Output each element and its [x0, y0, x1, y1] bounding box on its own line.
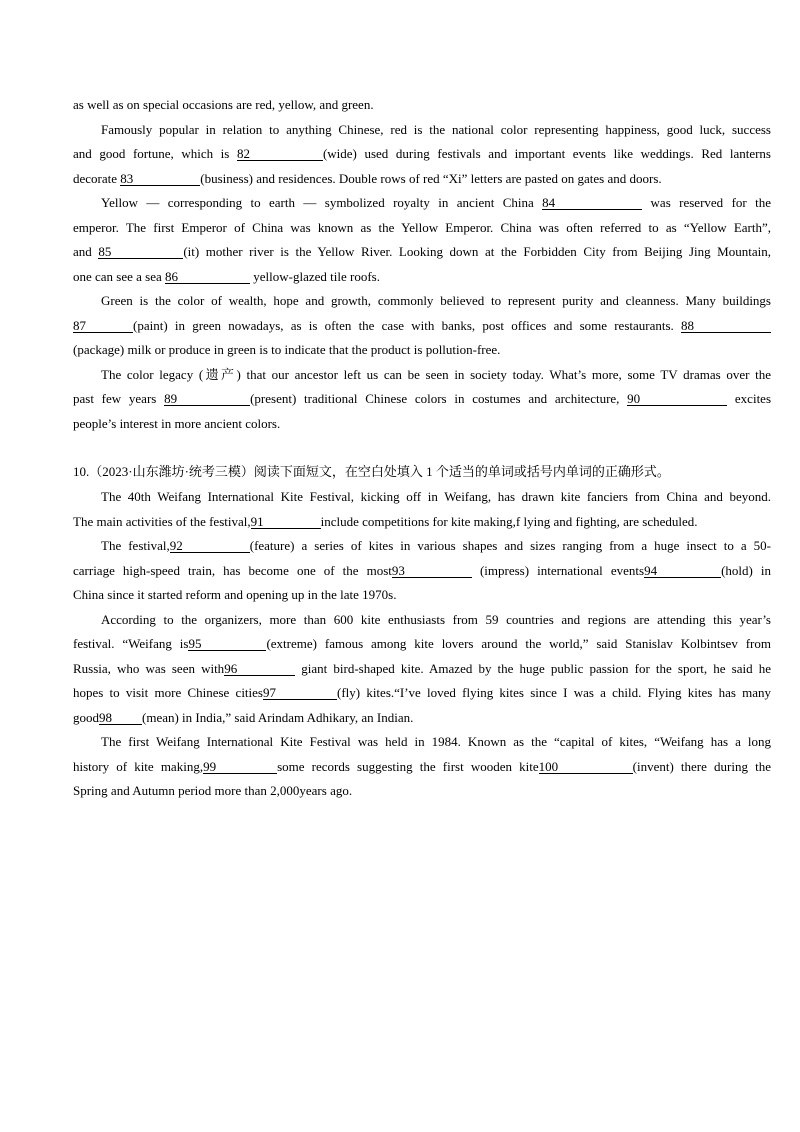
text-run: (fly) kites.“I’ve loved flying kites since I was a child. Flying kites has many — [337, 685, 771, 700]
paragraph — [73, 93, 771, 118]
blank-number: 87 — [73, 317, 86, 333]
blank-number: 90 — [627, 391, 641, 406]
text-run: (extreme) famous among kite lovers around the world,” said Stanislav Kolbintsev from — [266, 636, 771, 651]
paragraph — [73, 730, 771, 804]
text-run: (package) milk or produce in green is to indicate that the product is pollution-free. — [73, 342, 501, 357]
text-run: giant bird-shaped kite. Amazed by the huge public passion for the sport, he said he — [295, 660, 771, 676]
text-line — [73, 632, 771, 657]
text-run: The festival, — [101, 538, 170, 553]
text-line — [73, 412, 771, 437]
answer-blank — [237, 147, 323, 161]
blank-number: 95 — [188, 636, 202, 651]
answer-blank — [542, 196, 642, 210]
text-run: Green is the color of wealth, hope and growth, commonly believed to represent purity and cleanness. Many buildings — [101, 293, 771, 308]
blank-number: 96 — [224, 660, 238, 676]
text-run: and — [73, 244, 99, 259]
text-line — [73, 387, 771, 412]
text-line — [73, 657, 771, 682]
answer-blank — [392, 564, 472, 578]
blank-number: 98 — [99, 709, 112, 725]
text-run: one can see a sea — [73, 268, 166, 284]
text-line — [73, 706, 771, 731]
text-run: decorate — [73, 170, 121, 186]
answer-blank — [188, 637, 266, 651]
answer-blank — [170, 539, 250, 553]
answer-blank — [165, 270, 250, 284]
text-line — [73, 510, 771, 535]
text-run: as well as on special occasions are red, yellow, and green. — [73, 97, 374, 112]
text-line — [73, 118, 771, 143]
blank-number: 91 — [250, 513, 264, 529]
text-run: The 40th Weifang International Kite Festival, kicking off in Weifang, has drawn kite fanciers from China and beyond. — [101, 489, 771, 504]
paragraph — [73, 485, 771, 534]
answer-blank — [99, 711, 142, 725]
text-line — [73, 681, 771, 706]
text-run: carriage high-speed train, has become one of the most — [73, 562, 392, 578]
text-line — [73, 363, 771, 388]
text-run: (business) and residences. Double rows of red “Xi” letters are pasted on gates and doors. — [200, 170, 662, 186]
text-run: Yellow — corresponding to earth — symbolized royalty in ancient China — [101, 195, 543, 210]
paragraph — [73, 608, 771, 731]
answer-blank — [539, 760, 633, 774]
text-line — [73, 779, 771, 804]
text-line — [73, 755, 771, 780]
text-run: some records suggesting the first wooden kite — [277, 758, 539, 774]
text-run: The first Weifang International Kite Festival was held in 1984. Known as the “capital of kites, “Weifang has a long — [101, 734, 771, 749]
text-line — [73, 167, 771, 192]
blank-number: 92 — [169, 538, 183, 553]
text-run: The color legacy (遗产) that our ancestor left us can be seen in society today. What’s more, some TV dramas over the — [101, 366, 771, 382]
paragraph — [73, 191, 771, 289]
question-heading: 10.（2023·山东潍坊·统考三模）阅读下面短文，在空白处填入 1 个适当的单词或括号内单词的正确形式。 — [73, 464, 670, 479]
text-run: hopes to visit more Chinese cities — [73, 685, 263, 700]
answer-blank — [644, 564, 721, 578]
blank-number: 93 — [391, 562, 405, 578]
paragraph — [73, 363, 771, 437]
paragraph — [73, 118, 771, 192]
answer-blank — [224, 662, 295, 676]
text-run: past few years — [73, 391, 165, 406]
blank-number: 83 — [120, 170, 134, 186]
answer-blank — [98, 245, 183, 259]
text-line — [73, 314, 771, 339]
blank-number: 97 — [263, 685, 276, 700]
text-line — [73, 289, 771, 314]
text-run: good — [73, 709, 99, 725]
text-run: (it) mother river is the Yellow River. Looking down at the Forbidden City from Beijing Jing Mountain, — [183, 244, 771, 259]
text-line — [73, 265, 771, 290]
text-run: China since it started reform and opening up in the late 1970s. — [73, 587, 397, 602]
answer-blank — [627, 392, 727, 406]
text-run: The main activities of the festival, — [73, 513, 251, 529]
text-line — [73, 730, 771, 755]
text-run: Spring and Autumn period more than 2,000years ago. — [73, 783, 353, 798]
text-line — [73, 216, 771, 241]
answer-blank — [263, 686, 337, 700]
text-run: (impress) international events — [471, 562, 645, 578]
text-line — [73, 559, 771, 584]
blank-number: 100 — [538, 758, 559, 774]
text-line — [73, 338, 771, 363]
blank-number: 82 — [236, 146, 250, 161]
text-run: (paint) in green nowadays, as is often the case with banks, post offices and some restaurants. — [133, 317, 681, 333]
text-run: history of kite making, — [73, 758, 204, 774]
text-run: and good fortune, which is — [73, 146, 237, 161]
blank-number: 86 — [165, 268, 179, 284]
text-run: yellow-glazed tile roofs. — [250, 268, 380, 284]
blank-number: 94 — [644, 562, 658, 578]
text-run: (invent) there during the — [632, 758, 771, 774]
text-run: Famously popular in relation to anything Chinese, red is the national color representing happiness, good luck, success — [101, 121, 771, 137]
answer-blank — [164, 392, 250, 406]
text-line — [73, 534, 771, 559]
blank-number: 84 — [542, 195, 556, 210]
text-run: people’s interest in more ancient colors. — [73, 415, 281, 431]
text-run: (present) traditional Chinese colors in costumes and architecture, — [250, 391, 628, 406]
blank-number: 99 — [203, 758, 217, 774]
text-run: Russia, who was seen with — [73, 660, 225, 676]
text-run: (hold) in — [721, 562, 771, 578]
text-line — [73, 142, 771, 167]
text-line — [73, 240, 771, 265]
text-run: (mean) in India,” said Arindam Adhikary, an Indian. — [142, 709, 414, 725]
text-line — [73, 191, 771, 216]
text-line — [73, 608, 771, 633]
answer-blank — [73, 319, 133, 333]
text-line — [73, 93, 771, 118]
blank-number: 88 — [681, 317, 694, 333]
answer-blank — [251, 515, 321, 529]
paragraph — [73, 534, 771, 608]
text-run: (wide) used during festivals and important events like weddings. Red lanterns — [322, 146, 771, 161]
answer-blank — [203, 760, 277, 774]
passage-kite-festival — [73, 485, 771, 804]
text-line — [73, 485, 771, 510]
blank-number: 89 — [164, 391, 178, 406]
answer-blank — [681, 319, 771, 333]
passage-colors — [73, 93, 771, 436]
text-run: excites — [727, 391, 772, 406]
text-line — [73, 583, 771, 608]
text-run: According to the organizers, more than 600 kite enthusiasts from 59 countries and regions are attending this year’s — [101, 611, 771, 627]
text-run: was reserved for the — [642, 195, 771, 210]
text-run: festival. “Weifang is — [73, 636, 189, 651]
blank-number: 85 — [98, 244, 112, 259]
paragraph — [73, 289, 771, 363]
answer-blank — [120, 172, 200, 186]
text-run: emperor. The first Emperor of China was known as the Yellow Emperor. China was often referred to as “Yellow Earth”, — [73, 219, 771, 235]
text-run: include competitions for kite making,f lying and fighting, are scheduled. — [320, 513, 698, 529]
text-run: (feature) a series of kites in various shapes and sizes ranging from a huge insect to a 50- — [249, 538, 771, 553]
